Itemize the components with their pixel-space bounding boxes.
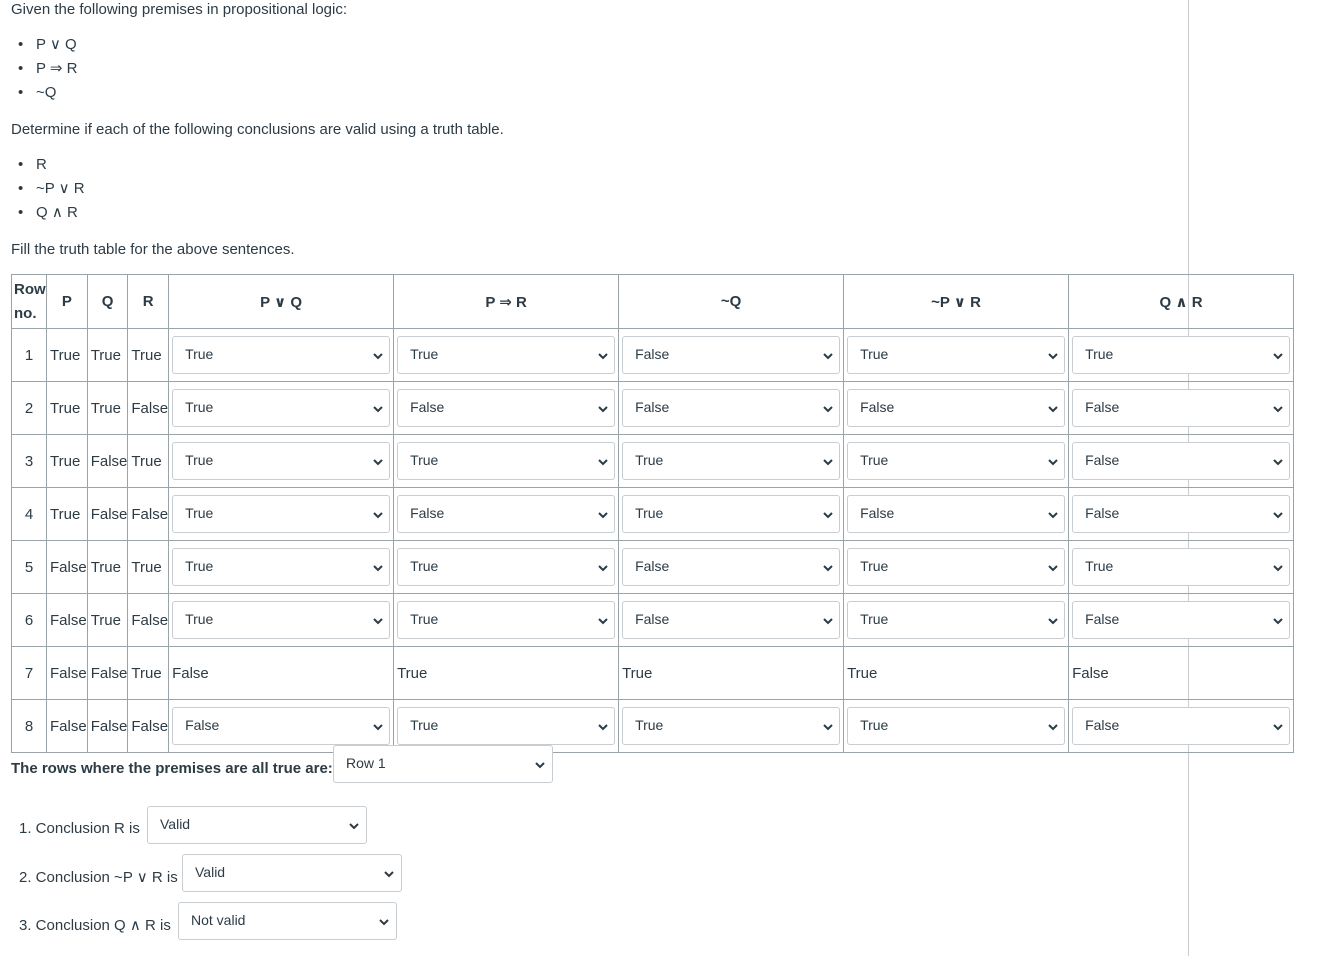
chevron-down-icon — [597, 562, 609, 574]
conclusion-answer-label: 2. Conclusion ~P ∨ R is — [19, 869, 178, 886]
cell-q-and-r — [1069, 541, 1294, 594]
chevron-down-icon — [1047, 350, 1059, 362]
fill-instruction: Fill the truth table for the above sentences. — [11, 241, 295, 258]
chevron-down-icon — [372, 721, 384, 733]
cell-r: False — [128, 594, 169, 647]
answer-select-p-implies-r[interactable] — [397, 601, 615, 639]
chevron-down-icon — [534, 759, 546, 771]
chevron-down-icon — [1047, 456, 1059, 468]
chevron-down-icon — [822, 509, 834, 521]
cell-r: True — [128, 647, 169, 700]
chevron-down-icon — [822, 615, 834, 627]
select-value: True — [860, 452, 889, 468]
select-value: True — [635, 505, 664, 521]
intro-text: Given the following premises in propositional logic: — [11, 1, 348, 18]
cell-q-and-r — [1069, 488, 1294, 541]
answer-select-p-implies-r[interactable] — [397, 389, 615, 427]
row-number: 4 — [12, 488, 47, 541]
answer-select-p-or-q[interactable] — [172, 601, 390, 639]
answer-select-q-and-r[interactable] — [1072, 548, 1290, 586]
chevron-down-icon — [372, 456, 384, 468]
select-value: True — [185, 346, 214, 362]
select-value: False — [1085, 717, 1120, 733]
cell-p: False — [47, 700, 88, 753]
cell-not-p-or-r — [844, 700, 1069, 753]
select-value: Not valid — [191, 912, 246, 928]
chevron-down-icon — [372, 562, 384, 574]
chevron-down-icon — [1272, 721, 1284, 733]
table-row — [12, 647, 1294, 700]
cell-p: True — [47, 329, 88, 382]
cell-not-q — [619, 488, 844, 541]
cell-p: True — [47, 488, 88, 541]
cell-p: False — [47, 594, 88, 647]
chevron-down-icon — [372, 509, 384, 521]
cell-r: True — [128, 435, 169, 488]
answer-select-p-implies-r[interactable] — [397, 336, 615, 374]
cell-p-implies-r — [394, 382, 619, 435]
row-number: 7 — [12, 647, 47, 700]
select-value: False — [185, 717, 220, 733]
answer-select-not-q[interactable] — [622, 548, 840, 586]
answer-select-p-implies-r[interactable] — [397, 548, 615, 586]
cell-not-q — [619, 382, 844, 435]
premise-item: • P ⇒ R — [18, 57, 77, 81]
answer-select-q-and-r[interactable] — [1072, 336, 1290, 374]
header-r: R — [128, 275, 169, 329]
select-value: True — [410, 452, 439, 468]
chevron-down-icon — [1047, 721, 1059, 733]
select-value: True — [860, 717, 889, 733]
chevron-down-icon — [822, 721, 834, 733]
answer-select-not-p-or-r[interactable] — [847, 495, 1065, 533]
chevron-down-icon — [822, 456, 834, 468]
table-row — [12, 329, 1294, 382]
chevron-down-icon — [822, 562, 834, 574]
answer-select-not-p-or-r[interactable] — [847, 442, 1065, 480]
cell-q-and-r — [1069, 435, 1294, 488]
answer-select-p-or-q[interactable] — [172, 548, 390, 586]
chevron-down-icon — [597, 350, 609, 362]
answer-select-p-or-q[interactable] — [172, 389, 390, 427]
conclusion-validity-select[interactable] — [182, 854, 402, 892]
cell-p: False — [47, 647, 88, 700]
select-value: True — [860, 611, 889, 627]
select-value: True — [410, 346, 439, 362]
cell-p-implies-r — [394, 541, 619, 594]
answer-select-not-q[interactable] — [622, 601, 840, 639]
answer-select-p-implies-r[interactable] — [397, 442, 615, 480]
premise-item: • ~Q — [18, 81, 77, 105]
chevron-down-icon — [597, 403, 609, 415]
answer-select-p-implies-r[interactable] — [397, 707, 615, 745]
select-value: True — [1085, 346, 1114, 362]
determine-text: Determine if each of the following conclusions are valid using a truth table. — [11, 121, 504, 138]
cell-p-or-q — [169, 541, 394, 594]
chevron-down-icon — [1047, 403, 1059, 415]
cell-p-or-q — [169, 594, 394, 647]
chevron-down-icon — [597, 509, 609, 521]
header-q-and-r: Q ∧ R — [1069, 275, 1294, 329]
select-value: False — [410, 399, 445, 415]
select-value: True — [860, 558, 889, 574]
answer-select-p-or-q[interactable] — [172, 336, 390, 374]
chevron-down-icon — [1272, 509, 1284, 521]
answer-select-not-q[interactable] — [622, 442, 840, 480]
row-number: 6 — [12, 594, 47, 647]
chevron-down-icon — [1047, 562, 1059, 574]
cell-not-q — [619, 435, 844, 488]
select-value: False — [410, 505, 445, 521]
cell-not-q: True — [619, 647, 844, 700]
cell-r: False — [128, 488, 169, 541]
answer-select-p-or-q[interactable] — [172, 442, 390, 480]
table-row — [12, 435, 1294, 488]
chevron-down-icon — [597, 456, 609, 468]
cell-p-implies-r — [394, 594, 619, 647]
conclusion-validity-select[interactable] — [147, 806, 367, 844]
select-value: True — [185, 558, 214, 574]
cell-p: True — [47, 435, 88, 488]
cell-q: False — [87, 700, 128, 753]
cell-r: False — [128, 700, 169, 753]
table-row — [12, 700, 1294, 753]
select-value: True — [635, 452, 664, 468]
chevron-down-icon — [348, 820, 360, 832]
cell-q: True — [87, 594, 128, 647]
cell-q: False — [87, 647, 128, 700]
select-value: Valid — [160, 816, 191, 832]
select-value: False — [635, 346, 670, 362]
cell-r: False — [128, 382, 169, 435]
answer-select-q-and-r[interactable] — [1072, 707, 1290, 745]
chevron-down-icon — [383, 868, 395, 880]
conclusion-list — [18, 153, 85, 225]
cell-not-q — [619, 594, 844, 647]
select-value: True — [185, 399, 214, 415]
cell-q: True — [87, 541, 128, 594]
premise-item: • P ∨ Q — [18, 33, 77, 57]
chevron-down-icon — [1047, 509, 1059, 521]
row-number: 2 — [12, 382, 47, 435]
chevron-down-icon — [597, 721, 609, 733]
answer-select-p-implies-r[interactable] — [397, 495, 615, 533]
select-value: False — [1085, 399, 1120, 415]
chevron-down-icon — [1272, 562, 1284, 574]
cell-not-q — [619, 700, 844, 753]
table-row — [12, 382, 1294, 435]
answer-select-not-p-or-r[interactable] — [847, 336, 1065, 374]
chevron-down-icon — [1047, 615, 1059, 627]
cell-q-and-r — [1069, 382, 1294, 435]
premise-rows-select[interactable] — [333, 745, 553, 783]
cell-not-p-or-r — [844, 435, 1069, 488]
conclusion-validity-select[interactable] — [178, 902, 397, 940]
cell-q: False — [87, 488, 128, 541]
answer-select-not-q[interactable] — [622, 389, 840, 427]
cell-not-p-or-r — [844, 594, 1069, 647]
select-value: False — [860, 505, 895, 521]
cell-not-p-or-r — [844, 541, 1069, 594]
conclusion-item: • Q ∧ R — [18, 201, 85, 225]
chevron-down-icon — [822, 350, 834, 362]
answer-select-q-and-r[interactable] — [1072, 495, 1290, 533]
conclusion-answer-label: 3. Conclusion Q ∧ R is — [19, 917, 171, 934]
row-number: 8 — [12, 700, 47, 753]
table-row — [12, 488, 1294, 541]
answer-select-p-or-q[interactable] — [172, 495, 390, 533]
answer-select-not-q[interactable] — [622, 495, 840, 533]
cell-q: False — [87, 435, 128, 488]
cell-not-p-or-r — [844, 329, 1069, 382]
cell-p-implies-r — [394, 329, 619, 382]
conclusion-item: • R — [18, 153, 85, 177]
cell-p-or-q: False — [169, 647, 394, 700]
cell-p-or-q — [169, 488, 394, 541]
select-value: True — [410, 558, 439, 574]
answer-select-not-p-or-r[interactable] — [847, 707, 1065, 745]
answer-select-q-and-r[interactable] — [1072, 601, 1290, 639]
cell-r: True — [128, 541, 169, 594]
select-value: True — [410, 611, 439, 627]
chevron-down-icon — [378, 916, 390, 928]
cell-p: False — [47, 541, 88, 594]
select-value: False — [635, 611, 670, 627]
chevron-down-icon — [1272, 403, 1284, 415]
row-number: 5 — [12, 541, 47, 594]
select-value: False — [635, 558, 670, 574]
chevron-down-icon — [822, 403, 834, 415]
cell-q: True — [87, 329, 128, 382]
cell-r: True — [128, 329, 169, 382]
chevron-down-icon — [1272, 456, 1284, 468]
cell-q-and-r: False — [1069, 647, 1294, 700]
cell-not-p-or-r — [844, 382, 1069, 435]
table-row — [12, 594, 1294, 647]
select-value: False — [1085, 611, 1120, 627]
cell-q-and-r — [1069, 594, 1294, 647]
answer-select-not-q[interactable] — [622, 336, 840, 374]
cell-q: True — [87, 382, 128, 435]
answer-select-not-q[interactable] — [622, 707, 840, 745]
cell-q-and-r — [1069, 700, 1294, 753]
table-row — [12, 541, 1294, 594]
cell-p-or-q — [169, 435, 394, 488]
select-value: True — [185, 505, 214, 521]
select-value: True — [635, 717, 664, 733]
chevron-down-icon — [1272, 615, 1284, 627]
select-value: True — [185, 452, 214, 468]
select-value: True — [1085, 558, 1114, 574]
cell-p-implies-r — [394, 488, 619, 541]
premise-rows-label: The rows where the premises are all true are: — [11, 760, 333, 777]
answer-select-p-or-q[interactable] — [172, 707, 390, 745]
header-p-or-q: P ∨ Q — [169, 275, 394, 329]
chevron-down-icon — [372, 615, 384, 627]
cell-not-q — [619, 329, 844, 382]
header-q: Q — [87, 275, 128, 329]
cell-not-q — [619, 541, 844, 594]
header-not-p-or-r: ~P ∨ R — [844, 275, 1069, 329]
select-value: Valid — [195, 864, 226, 880]
premise-rows-value: Row 1 — [346, 755, 386, 771]
header-row — [12, 275, 1294, 329]
select-value: False — [860, 399, 895, 415]
answer-select-not-p-or-r[interactable] — [847, 601, 1065, 639]
cell-p-or-q — [169, 329, 394, 382]
header-not-q: ~Q — [619, 275, 844, 329]
chevron-down-icon — [372, 350, 384, 362]
cell-not-p-or-r: True — [844, 647, 1069, 700]
row-number: 3 — [12, 435, 47, 488]
answer-select-q-and-r[interactable] — [1072, 442, 1290, 480]
header-p: P — [47, 275, 88, 329]
select-value: False — [1085, 505, 1120, 521]
cell-p: True — [47, 382, 88, 435]
cell-not-p-or-r — [844, 488, 1069, 541]
conclusion-answer-label: 1. Conclusion R is — [19, 820, 140, 837]
answer-select-not-p-or-r[interactable] — [847, 548, 1065, 586]
select-value: True — [860, 346, 889, 362]
select-value: True — [185, 611, 214, 627]
cell-p-implies-r — [394, 435, 619, 488]
answer-select-q-and-r[interactable] — [1072, 389, 1290, 427]
cell-p-or-q — [169, 382, 394, 435]
premise-list — [18, 33, 77, 105]
truth-table — [11, 274, 1294, 753]
header-p-implies-r: P ⇒ R — [394, 275, 619, 329]
chevron-down-icon — [372, 403, 384, 415]
select-value: False — [635, 399, 670, 415]
cell-p-implies-r: True — [394, 647, 619, 700]
select-value: False — [1085, 452, 1120, 468]
select-value: True — [410, 717, 439, 733]
chevron-down-icon — [1272, 350, 1284, 362]
answer-select-not-p-or-r[interactable] — [847, 389, 1065, 427]
header-row-no: Row no. — [12, 275, 47, 329]
cell-q-and-r — [1069, 329, 1294, 382]
conclusion-item: • ~P ∨ R — [18, 177, 85, 201]
row-number: 1 — [12, 329, 47, 382]
chevron-down-icon — [597, 615, 609, 627]
